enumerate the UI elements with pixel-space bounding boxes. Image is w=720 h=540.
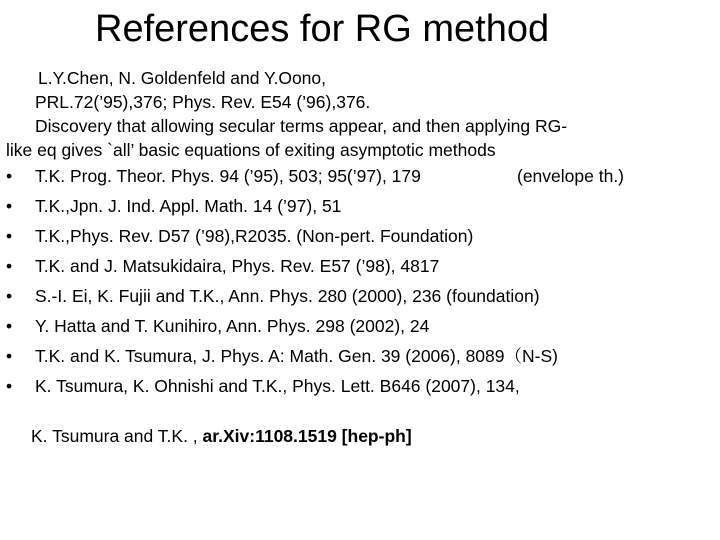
reference-item — [0, 163, 720, 193]
bullet-icon: • — [6, 316, 13, 336]
arxiv-reference: ar.Xiv:1108.1519 [hep-ph] — [202, 426, 412, 446]
continuation-text: K. Tsumura and T.K. , — [31, 426, 203, 446]
reference-item — [0, 223, 720, 253]
reference-item — [0, 373, 720, 403]
intro-line: L.Y.Chen, N. Goldenfeld and Y.Oono, — [38, 68, 326, 88]
reference-text: Y. Hatta and T. Kunihiro, Ann. Phys. 298 (2002), 24 — [35, 316, 430, 336]
reference-item — [0, 283, 720, 313]
intro-line: PRL.72(’95),376; Phys. Rev. E54 (’96),376. — [35, 92, 371, 112]
reference-text: T.K. and K. Tsumura, J. Phys. A: Math. Gen. 39 (2006), 8089（N-S) — [35, 346, 558, 366]
reference-text: T.K.,Jpn. J. Ind. Appl. Math. 14 (’97), 51 — [35, 196, 342, 216]
reference-continuation — [31, 423, 412, 449]
bullet-icon: • — [6, 256, 13, 276]
reference-text: K. Tsumura, K. Ohnishi and T.K., Phys. Lett. B646 (2007), 134, — [35, 376, 520, 396]
reference-note: (envelope th.) — [517, 166, 625, 186]
reference-item — [0, 193, 720, 223]
slide-title: References for RG method — [95, 8, 550, 50]
bullet-icon: • — [6, 346, 13, 366]
reference-text: T.K. Prog. Theor. Phys. 94 (’95), 503; 95(’97), 179 — [35, 166, 421, 186]
reference-text: T.K.,Phys. Rev. D57 (’98),R2035. (Non-pert. Foundation) — [35, 226, 474, 246]
reference-item — [0, 313, 720, 343]
bullet-icon: • — [6, 286, 13, 306]
bullet-icon: • — [6, 376, 13, 396]
bullet-icon: • — [6, 226, 13, 246]
reference-item — [0, 343, 720, 373]
reference-text: S.-I. Ei, K. Fujii and T.K., Ann. Phys. 280 (2000), 236 (foundation) — [35, 286, 540, 306]
reference-item — [0, 253, 720, 283]
bullet-icon: • — [6, 196, 13, 216]
intro-line: like eq gives `all’ basic equations of exiting asymptotic methods — [6, 140, 496, 160]
reference-list — [0, 163, 720, 403]
intro-line: Discovery that allowing secular terms appear, and then applying RG- — [35, 116, 568, 136]
intro-paragraph — [0, 66, 720, 162]
reference-text: T.K. and J. Matsukidaira, Phys. Rev. E57 (’98), 4817 — [35, 256, 440, 276]
bullet-icon: • — [6, 166, 13, 186]
